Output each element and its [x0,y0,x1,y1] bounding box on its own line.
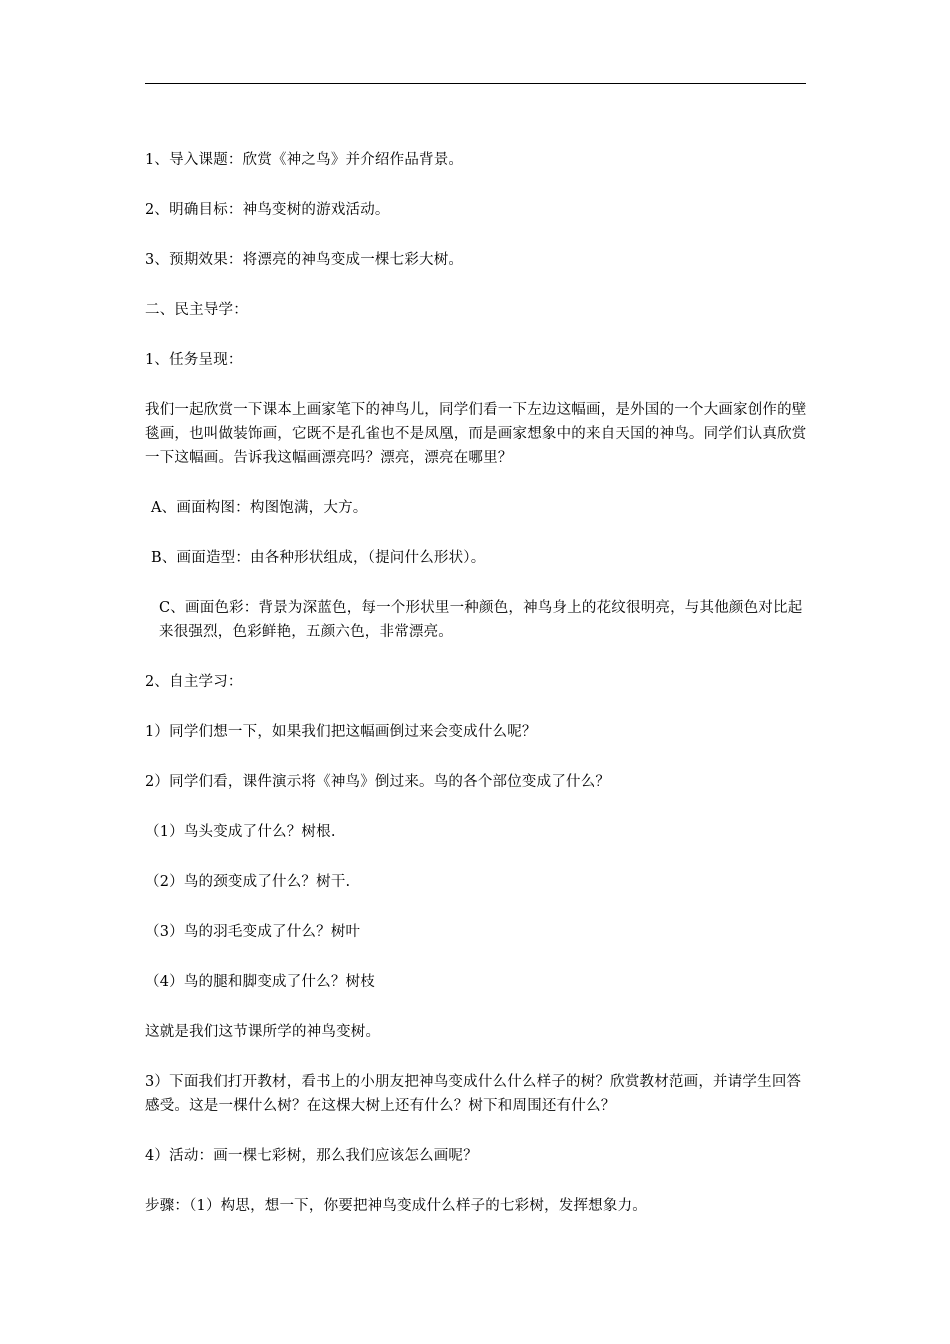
list-item-composition: A、画面构图：构图饱满，大方。 [151,500,368,516]
paragraph-question-3: 3）下面我们打开教材，看书上的小朋友把神鸟变成什么什么样子的树？欣赏教材范画，并请学生回答感受。这是一棵什么树？在这棵大树上还有什么？树下和周围还有什么？ [145,1074,802,1114]
section-heading-democratic-guidance: 二、民主导学： [145,302,248,318]
list-item-shape: B、画面造型：由各种形状组成，（提问什么形状）。 [151,550,486,566]
document-body [145,148,808,1244]
paragraph-activity: 4）活动：画一棵七彩树，那么我们应该怎么画呢？ [145,1148,478,1164]
list-item-bird-feathers: （3）鸟的羽毛变成了什么？树叶 [145,924,361,940]
paragraph-lesson-summary: 这就是我们这节课所学的神鸟变树。 [145,1024,381,1040]
paragraph-question-1: 1）同学们想一下，如果我们把这幅画倒过来会变成什么呢？ [145,724,537,740]
list-item-bird-legs: （4）鸟的腿和脚变成了什么？树枝 [145,974,375,990]
paragraph-steps: 步骤：（1）构思，想一下，你要把神鸟变成什么样子的七彩树，发挥想象力。 [145,1198,647,1214]
list-item-bird-head: （1）鸟头变成了什么？树根. [145,824,336,840]
list-item-color: C、画面色彩：背景为深蓝色，每一个形状里一种颜色，神鸟身上的花纹很明亮，与其他颜色对比起来很强烈，色彩鲜艳，五颜六色，非常漂亮。 [159,600,803,640]
paragraph-question-2: 2）同学们看，课件演示将《神鸟》倒过来。鸟的各个部位变成了什么？ [145,774,611,790]
list-item-bird-neck: （2）鸟的颈变成了什么？树干. [145,874,351,890]
subheading-self-study: 2、自主学习： [145,674,243,690]
paragraph-intro-topic: 1、导入课题：欣赏《神之鸟》并介绍作品背景。 [145,152,464,168]
paragraph-expected-effect: 3、预期效果：将漂亮的神鸟变成一棵七彩大树。 [145,252,464,268]
subheading-task-presentation: 1、任务呈现： [145,352,243,368]
paragraph-appreciation: 我们一起欣赏一下课本上画家笔下的神鸟儿，同学们看一下左边这幅画，是外国的一个大画家创作的壁毯画，也叫做装饰画，它既不是孔雀也不是凤凰，而是画家想象中的来自天国的神鸟。同学们认真欣赏一下这幅画。告诉我这幅画漂亮吗？漂亮，漂亮在哪里？ [145,402,807,466]
paragraph-goal: 2、明确目标：神鸟变树的游戏活动。 [145,202,390,218]
header-rule [145,83,806,84]
